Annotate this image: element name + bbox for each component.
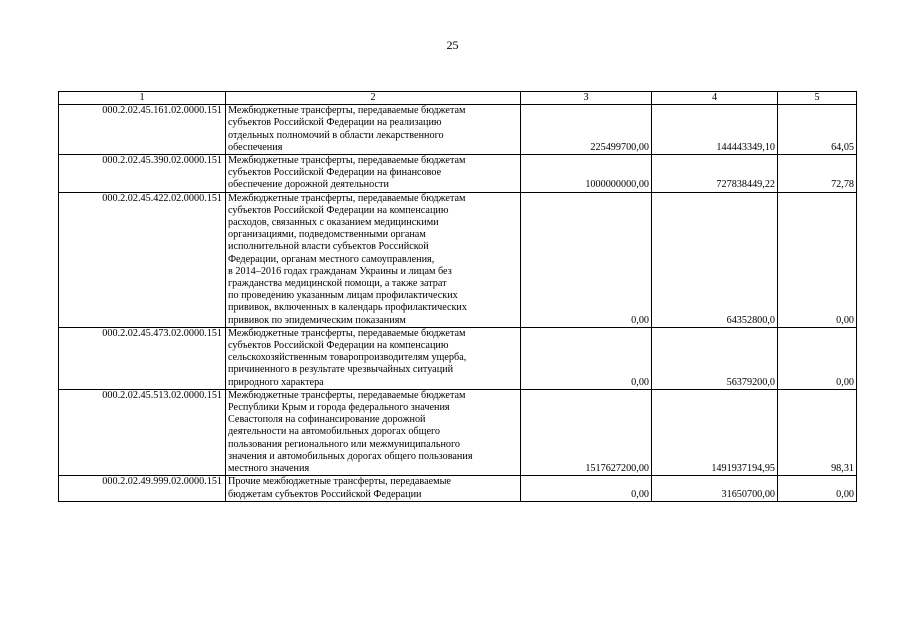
table-header-row <box>59 92 857 105</box>
table-row <box>59 476 857 501</box>
planned-amount: 0,00 <box>521 192 652 327</box>
actual-amount: 31650700,00 <box>652 476 778 501</box>
row-description: Межбюджетные трансферты, передаваемые бюджетам субъектов Российской Федерации на финансовое обеспечение дорожной деятельности <box>226 155 521 193</box>
actual-amount: 56379200,0 <box>652 327 778 389</box>
header-col-3: 3 <box>521 92 652 105</box>
actual-amount: 1491937194,95 <box>652 389 778 475</box>
planned-amount: 1000000000,00 <box>521 155 652 193</box>
budget-code: 000.2.02.45.161.02.0000.151 <box>59 105 226 155</box>
table-row <box>59 389 857 475</box>
execution-percent: 0,00 <box>778 476 857 501</box>
planned-amount: 0,00 <box>521 476 652 501</box>
table-row <box>59 192 857 327</box>
execution-percent: 0,00 <box>778 192 857 327</box>
execution-percent: 0,00 <box>778 327 857 389</box>
row-description: Межбюджетные трансферты, передаваемые бюджетам субъектов Российской Федерации на компенсацию расходов, связанных с оказанием медицинскими организациями, подведомственными органам исполнительной власти субъектов Российской Федерации, органам местного самоуправления, в 2014–2016 годах гражданам Украины и лицам без гражданства медицинской помощи, а также затрат по проведению указанным лицам профилактических прививок, включенных в календарь профилактических прививок по эпидемическим показаниям <box>226 192 521 327</box>
header-col-5: 5 <box>778 92 857 105</box>
budget-code: 000.2.02.45.390.02.0000.151 <box>59 155 226 193</box>
budget-code: 000.2.02.45.422.02.0000.151 <box>59 192 226 327</box>
row-description: Межбюджетные трансферты, передаваемые бюджетам субъектов Российской Федерации на компенсацию сельскохозяйственным товаропроизводителям ущерба, причиненного в результате чрезвычайных ситуаций природного характера <box>226 327 521 389</box>
header-col-4: 4 <box>652 92 778 105</box>
transfers-table <box>58 91 857 502</box>
header-col-1: 1 <box>59 92 226 105</box>
page-number: 25 <box>446 38 459 52</box>
row-description: Межбюджетные трансферты, передаваемые бюджетам Республики Крым и города федерального значения Севастополя на софинансирование дорожной деятельности на автомобильных дорогах общего пользования регионального или межмуниципального значения и автомобильных дорогах общего пользования местного значения <box>226 389 521 475</box>
budget-code: 000.2.02.45.473.02.0000.151 <box>59 327 226 389</box>
planned-amount: 1517627200,00 <box>521 389 652 475</box>
header-col-2: 2 <box>226 92 521 105</box>
table-row <box>59 105 857 155</box>
actual-amount: 144443349,10 <box>652 105 778 155</box>
table-row <box>59 327 857 389</box>
planned-amount: 225499700,00 <box>521 105 652 155</box>
row-description: Прочие межбюджетные трансферты, передаваемые бюджетам субъектов Российской Федерации <box>226 476 521 501</box>
actual-amount: 64352800,0 <box>652 192 778 327</box>
actual-amount: 727838449,22 <box>652 155 778 193</box>
execution-percent: 98,31 <box>778 389 857 475</box>
planned-amount: 0,00 <box>521 327 652 389</box>
row-description: Межбюджетные трансферты, передаваемые бюджетам субъектов Российской Федерации на реализацию отдельных полномочий в области лекарственного обеспечения <box>226 105 521 155</box>
execution-percent: 72,78 <box>778 155 857 193</box>
execution-percent: 64,05 <box>778 105 857 155</box>
budget-code: 000.2.02.49.999.02.0000.151 <box>59 476 226 501</box>
budget-code: 000.2.02.45.513.02.0000.151 <box>59 389 226 475</box>
table-row <box>59 155 857 193</box>
